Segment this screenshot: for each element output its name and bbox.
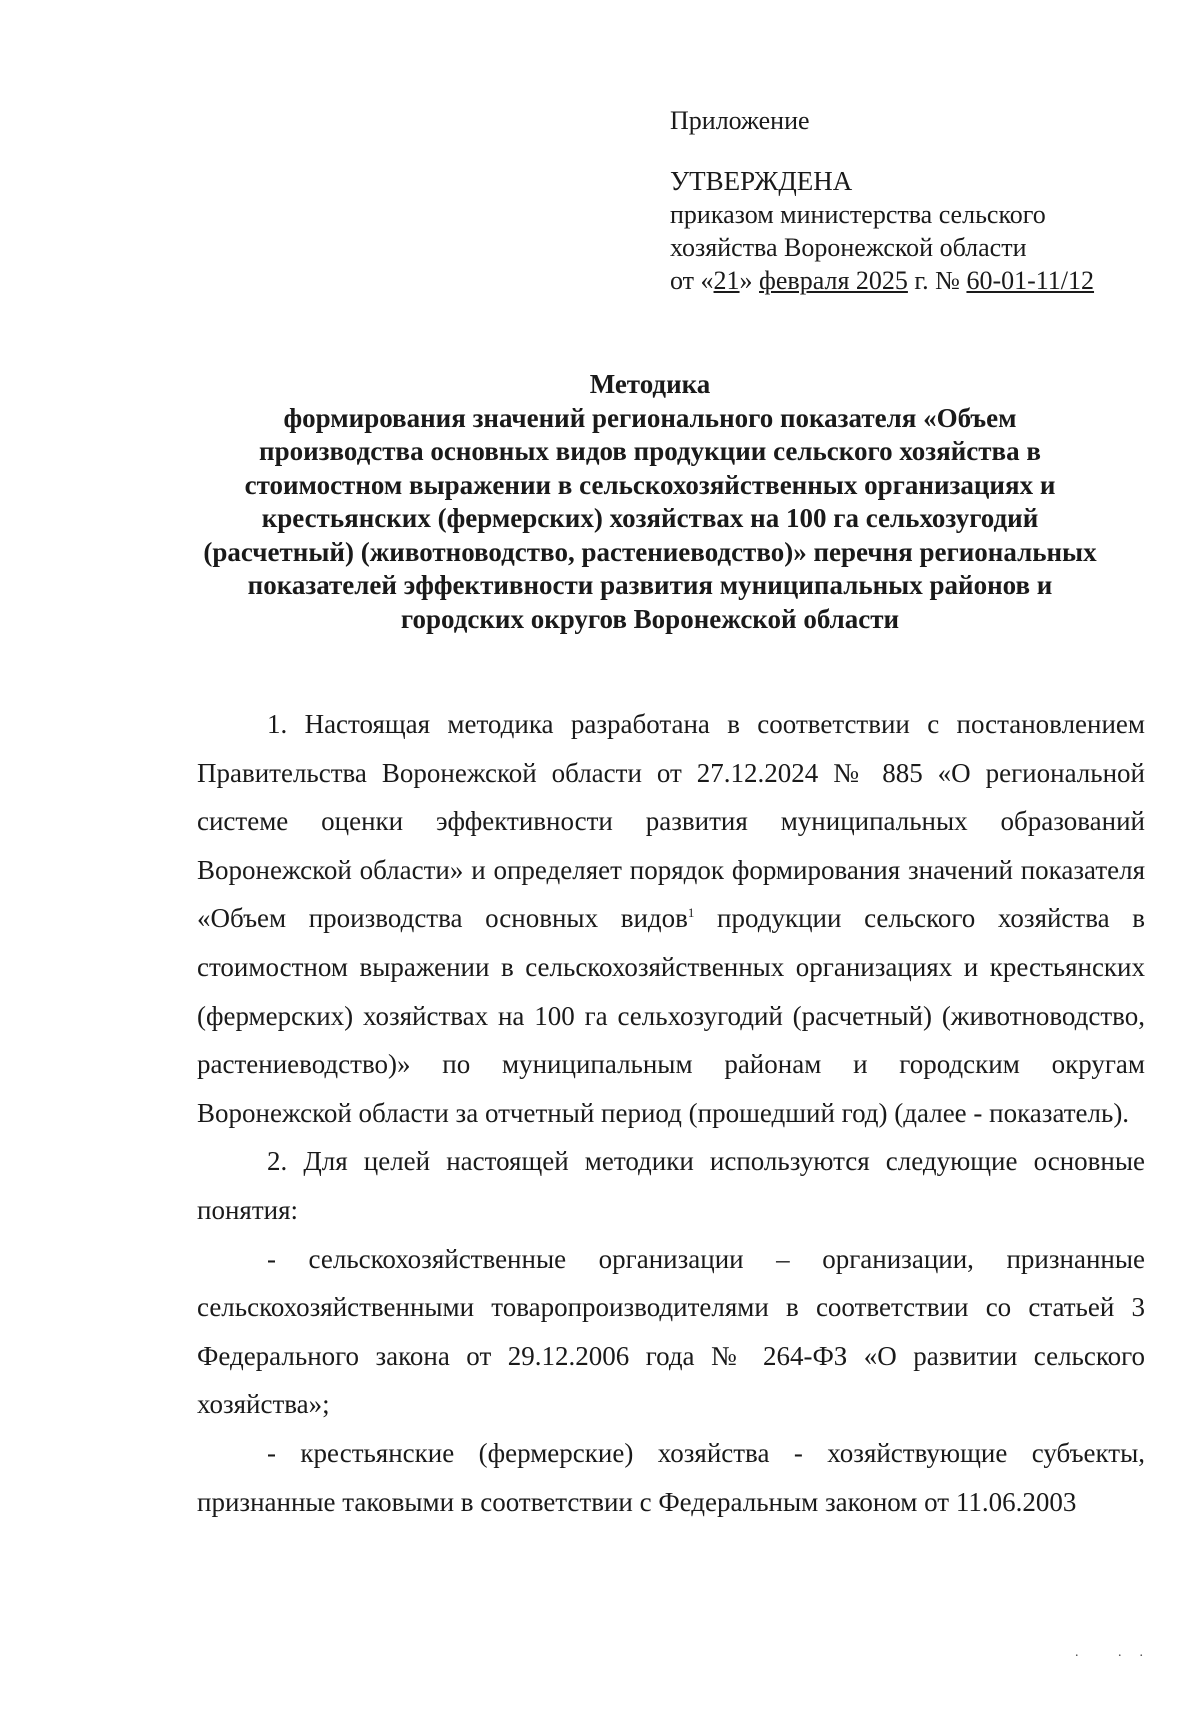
date-prefix: от «	[670, 266, 714, 295]
paragraph-4: - крестьянские (фермерские) хозяйства - хозяйствующие субъекты, признанные таковыми в соответствии с Федеральным законом от 11.06.2003	[197, 1437, 1145, 1517]
paragraph-3: - сельскохозяйственные организации – организации, признанные сельскохозяйственными товаропроизводителями в соответствии со статьей 3 Федерального закона от 29.12.2006 года № 264-ФЗ «О развитии сельского хозяйства»;	[197, 1243, 1145, 1420]
paragraph-1-part-b: продукции сельского хозяйства в стоимостном выражении в сельскохозяйственных организациях и крестьянских (фермерских) хозяйствах на 100 га сельхозугодий (расчетный) (животноводство, растениеводство)» по муниципальным районам и городским округам Воронежской области за отчетный период (прошедший год) (далее - показатель).	[197, 903, 1145, 1128]
approval-block	[670, 104, 1150, 297]
title-main: Методика	[589, 369, 711, 399]
title-line: формирования значений регионального показателя «Объем	[283, 402, 1017, 433]
date-day: 21	[713, 266, 740, 295]
title-line: производства основных видов продукции сельского хозяйства в	[259, 436, 1041, 466]
title-line: городских округов Воронежской области	[400, 603, 900, 634]
approval-line-2: хозяйства Воронежской области	[670, 233, 1027, 262]
footnote-marker: 1	[687, 905, 695, 921]
title-line: крестьянских (фермерских) хозяйствах на 100 га сельхозугодий	[261, 503, 1039, 533]
document-title	[150, 368, 1150, 636]
date-mid: »	[739, 266, 760, 295]
document-body	[197, 700, 1145, 1526]
date-suffix: г. №	[907, 266, 967, 295]
scan-marks: . ..	[1075, 1645, 1161, 1660]
paragraph-1	[197, 700, 1145, 1137]
date-month-year: февраля 2025	[759, 266, 908, 295]
paragraph-1-part-a: 1. Настоящая методика разработана в соответствии с постановлением Правительства Воронежской области от 27.12.2024 № 885 «О региональной системе оценки эффективности развития муниципальных образований Воронежской области» и определяет порядок формирования значений показателя «Объем производства основных видов	[197, 709, 1145, 934]
approval-date-line	[670, 264, 1150, 297]
title-line: стоимостном выражении в сельскохозяйственных организациях и	[244, 469, 1056, 500]
approved-label: УТВЕРЖДЕНА	[670, 166, 853, 196]
title-line: (расчетный) (животноводство, растениеводство)» перечня региональных	[203, 536, 1097, 567]
approval-line-1: приказом министерства сельского	[670, 200, 1046, 229]
paragraph-2: 2. Для целей настоящей методики используются следующие основные понятия:	[197, 1146, 1145, 1225]
title-line: показателей эффективности развития муниципальных районов и	[247, 570, 1053, 600]
doc-number: 60-01-11/12	[966, 266, 1095, 295]
appendix-label: Приложение	[670, 106, 810, 135]
